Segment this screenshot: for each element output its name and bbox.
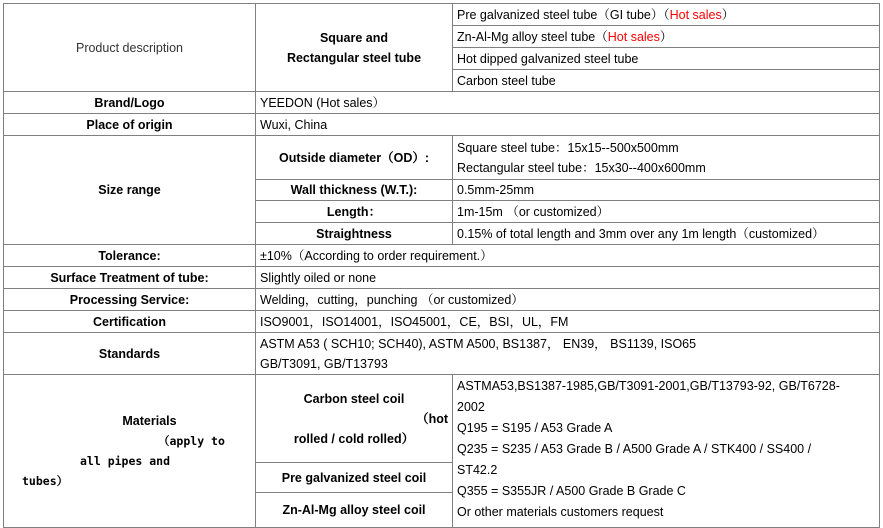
standards-line-1: ASTM A53 ( SCH10; SCH40), ASTM A500, BS1387， EN39， BS1139, ISO65 — [260, 336, 697, 351]
outside-diameter-value — [453, 136, 880, 180]
straightness-value: 0.15% of total length and 3mm over any 1m length（customized） — [453, 223, 880, 245]
wall-thickness-value: 0.5mm-25mm — [453, 180, 880, 201]
material-grades — [453, 375, 880, 528]
znalmg-coil: Zn-Al-Mg alloy steel coil — [256, 493, 453, 528]
surface-label: Surface Treatment of tube: — [4, 267, 256, 289]
origin-value: Wuxi, China — [256, 114, 880, 136]
processing-label: Processing Service: — [4, 289, 256, 311]
product-category-line-1: Square and — [319, 30, 389, 45]
product-item-1: Pre galvanized steel tube（GI tube）（Hot sales） — [453, 4, 880, 26]
standards-value — [256, 333, 880, 375]
surface-value: Slightly oiled or none — [256, 267, 880, 289]
grade-line-1: ASTMA53,BS1387-1985,GB/T3091-2001,GB/T13793-92, GB/T6728- — [457, 379, 840, 393]
tolerance-value: ±10%（According to order requirement.） — [256, 245, 880, 267]
tolerance-label: Tolerance: — [4, 245, 256, 267]
origin-label: Place of origin — [4, 114, 256, 136]
grade-line-3: Q195 = S195 / A53 Grade A — [457, 421, 613, 435]
outside-diameter-label: Outside diameter（OD）: — [256, 136, 453, 180]
materials-note-3: tubes） — [22, 474, 69, 488]
materials-note-2: all pipes and — [80, 454, 171, 468]
product-description-label: Product description — [4, 4, 256, 92]
carbon-steel-coil-title: Carbon steel coil — [303, 391, 405, 406]
brand-label: Brand/Logo — [4, 92, 256, 114]
straightness-label: Straightness — [256, 223, 453, 245]
certification-label: Certification — [4, 311, 256, 333]
processing-value: Welding，cutting，punching （or customized） — [256, 289, 880, 311]
product-item-2: Zn-Al-Mg alloy steel tube（Hot sales） — [453, 26, 880, 48]
product-category-line-2: Rectangular steel tube — [286, 50, 422, 65]
grade-line-6: Q355 = S355JR / A500 Grade B Grade C — [457, 484, 686, 498]
carbon-steel-coil-note-1: （hot — [416, 411, 448, 426]
square-tube-size: Square steel tube：15x15--500x500mm — [457, 140, 679, 155]
wall-thickness-label: Wall thickness (W.T.): — [256, 180, 453, 201]
length-value: 1m-15m （or customized） — [453, 201, 880, 223]
standards-line-2: GB/T3091, GB/T13793 — [260, 356, 388, 371]
materials-title: Materials — [122, 414, 177, 428]
rect-tube-size: Rectangular steel tube：15x30--400x600mm — [457, 160, 706, 175]
standards-label: Standards — [4, 333, 256, 375]
product-item-3: Hot dipped galvanized steel tube — [453, 48, 880, 70]
grade-line-2: 2002 — [457, 400, 485, 414]
length-label: Length： — [256, 201, 453, 223]
hot-sales-badge: Hot sales — [607, 29, 660, 44]
grade-line-5: ST42.2 — [457, 463, 498, 477]
size-range-label: Size range — [4, 136, 256, 245]
grade-line-7: Or other materials customers request — [457, 505, 664, 519]
grade-line-4: Q235 = S235 / A53 Grade B / A500 Grade A / STK400 / SS400 / — [457, 442, 812, 456]
spec-table — [3, 3, 880, 528]
materials-note-1: （apply to — [158, 434, 225, 448]
pre-galvanized-coil: Pre galvanized steel coil — [256, 463, 453, 493]
carbon-steel-coil — [256, 375, 453, 463]
product-category — [256, 4, 453, 92]
carbon-steel-coil-note-2: rolled / cold rolled） — [293, 431, 415, 446]
materials-label — [4, 375, 256, 528]
brand-value: YEEDON (Hot sales） — [256, 92, 880, 114]
hot-sales-badge: Hot sales — [669, 7, 722, 22]
certification-value: ISO9001，ISO14001，ISO45001，CE，BSI，UL，FM — [256, 311, 880, 333]
product-item-4: Carbon steel tube — [453, 70, 880, 92]
